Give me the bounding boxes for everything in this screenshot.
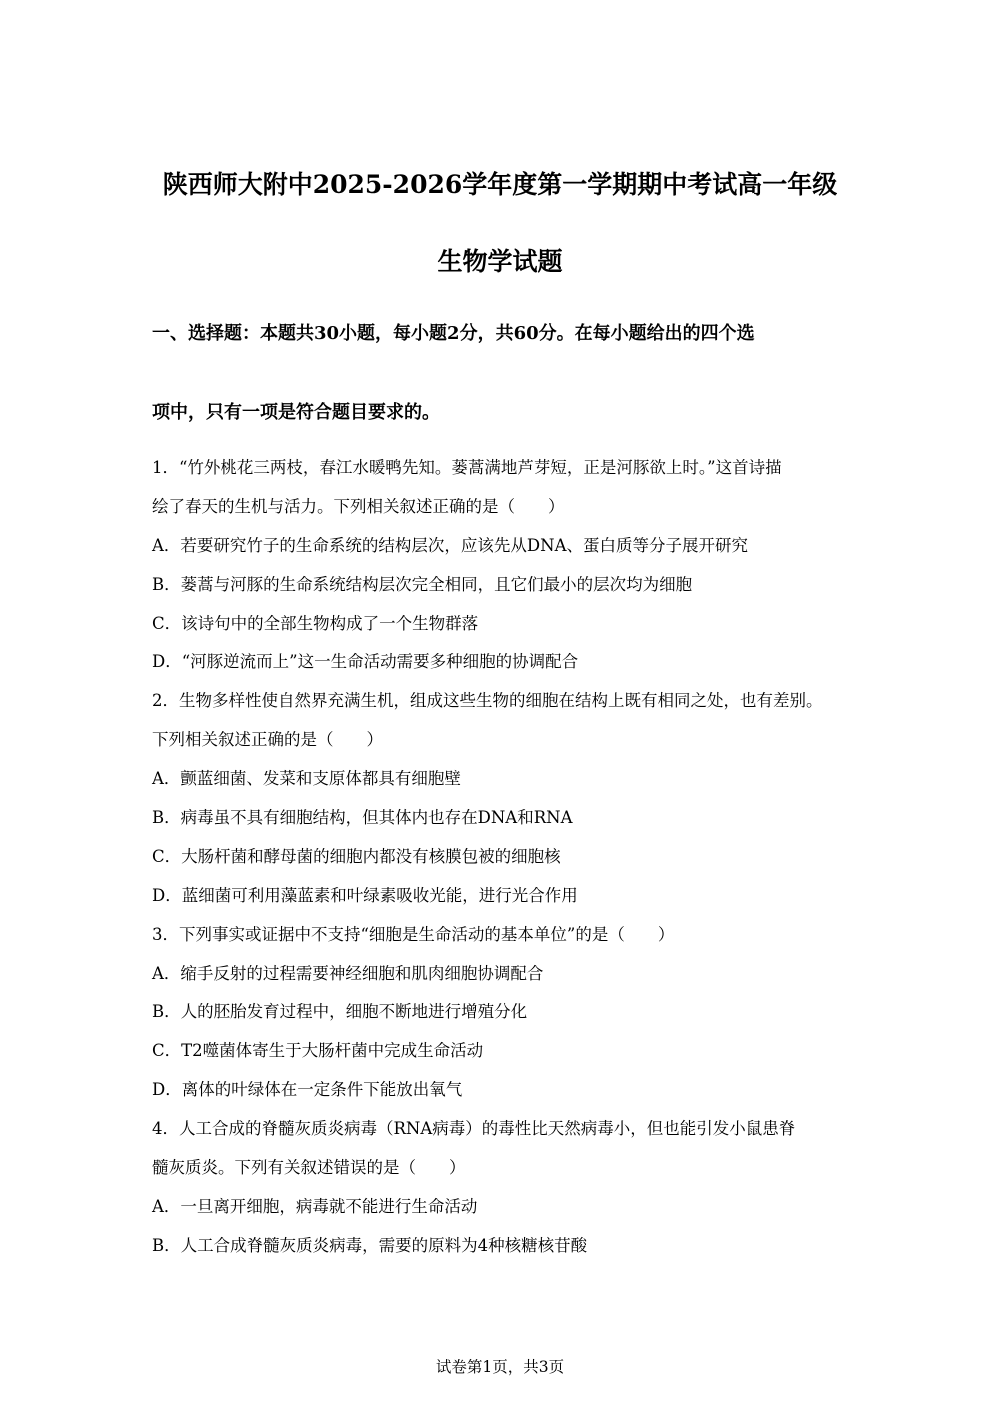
question-stem: 下列相关叙述正确的是（ ） — [152, 730, 383, 750]
option-d: D．蓝细菌可利用藻蓝素和叶绿素吸收光能，进行光合作用 — [152, 885, 578, 905]
section-heading-line2: 项中，只有一项是符合题目要求的。 — [152, 402, 440, 423]
question-list — [152, 455, 872, 1272]
option-a: A．一旦离开细胞，病毒就不能进行生命活动 — [152, 1196, 478, 1216]
question-2 — [152, 688, 872, 921]
option-b: B．人的胚胎发育过程中，细胞不断地进行增殖分化 — [152, 1002, 528, 1022]
option-c: C．大肠杆菌和酵母菌的细胞内都没有核膜包被的细胞核 — [152, 846, 561, 866]
question-3 — [152, 922, 872, 1116]
option-c: C．T2噬菌体寄生于大肠杆菌中完成生命活动 — [152, 1041, 484, 1061]
option-b: B．蒌蒿与河豚的生命系统结构层次完全相同，且它们最小的层次均为细胞 — [152, 574, 693, 594]
option-b: B．病毒虽不具有细胞结构，但其体内也存在DNA和RNA — [152, 808, 573, 828]
exam-title: 陕西师大附中2025-2026学年度第一学期期中考试高一年级 — [162, 170, 838, 199]
question-stem: 绘了春天的生机与活力。下列相关叙述正确的是（ ） — [152, 496, 565, 516]
option-d: D．离体的叶绿体在一定条件下能放出氧气 — [152, 1080, 463, 1100]
question-stem: 1．“竹外桃花三两枝，春江水暖鸭先知。蒌蒿满地芦芽短，正是河豚欲上时。”这首诗描 — [152, 458, 782, 477]
option-c: C．该诗句中的全部生物构成了一个生物群落 — [152, 613, 479, 633]
question-1 — [152, 455, 872, 688]
option-a: A．颤蓝细菌、发菜和支原体都具有细胞壁 — [152, 769, 461, 789]
option-b: B．人工合成脊髓灰质炎病毒，需要的原料为4种核糖核苷酸 — [152, 1235, 588, 1255]
question-stem: 髓灰质炎。下列有关叙述错误的是（ ） — [152, 1158, 466, 1178]
question-stem: 2．生物多样性使自然界充满生机，组成这些生物的细胞在结构上既有相同之处，也有差别。 — [152, 691, 823, 711]
option-a: A．缩手反射的过程需要神经细胞和肌肉细胞协调配合 — [152, 963, 544, 983]
exam-subject-title: 生物学试题 — [437, 247, 563, 276]
question-4 — [152, 1116, 872, 1272]
page-footer: 试卷第1页，共3页 — [435, 1358, 565, 1376]
question-stem: 3．下列事实或证据中不支持“细胞是生命活动的基本单位”的是（ ） — [152, 924, 675, 944]
option-a: A．若要研究竹子的生命系统的结构层次，应该先从DNA、蛋白质等分子展开研究 — [152, 535, 748, 555]
option-d: D．“河豚逆流而上”这一生命活动需要多种细胞的协调配合 — [152, 652, 579, 672]
question-stem: 4．人工合成的脊髓灰质炎病毒（RNA病毒）的毒性比天然病毒小，但也能引发小鼠患脊 — [152, 1119, 796, 1139]
section-heading-line1: 一、选择题：本题共30小题，每小题2分，共60分。在每小题给出的四个选 — [152, 323, 755, 344]
